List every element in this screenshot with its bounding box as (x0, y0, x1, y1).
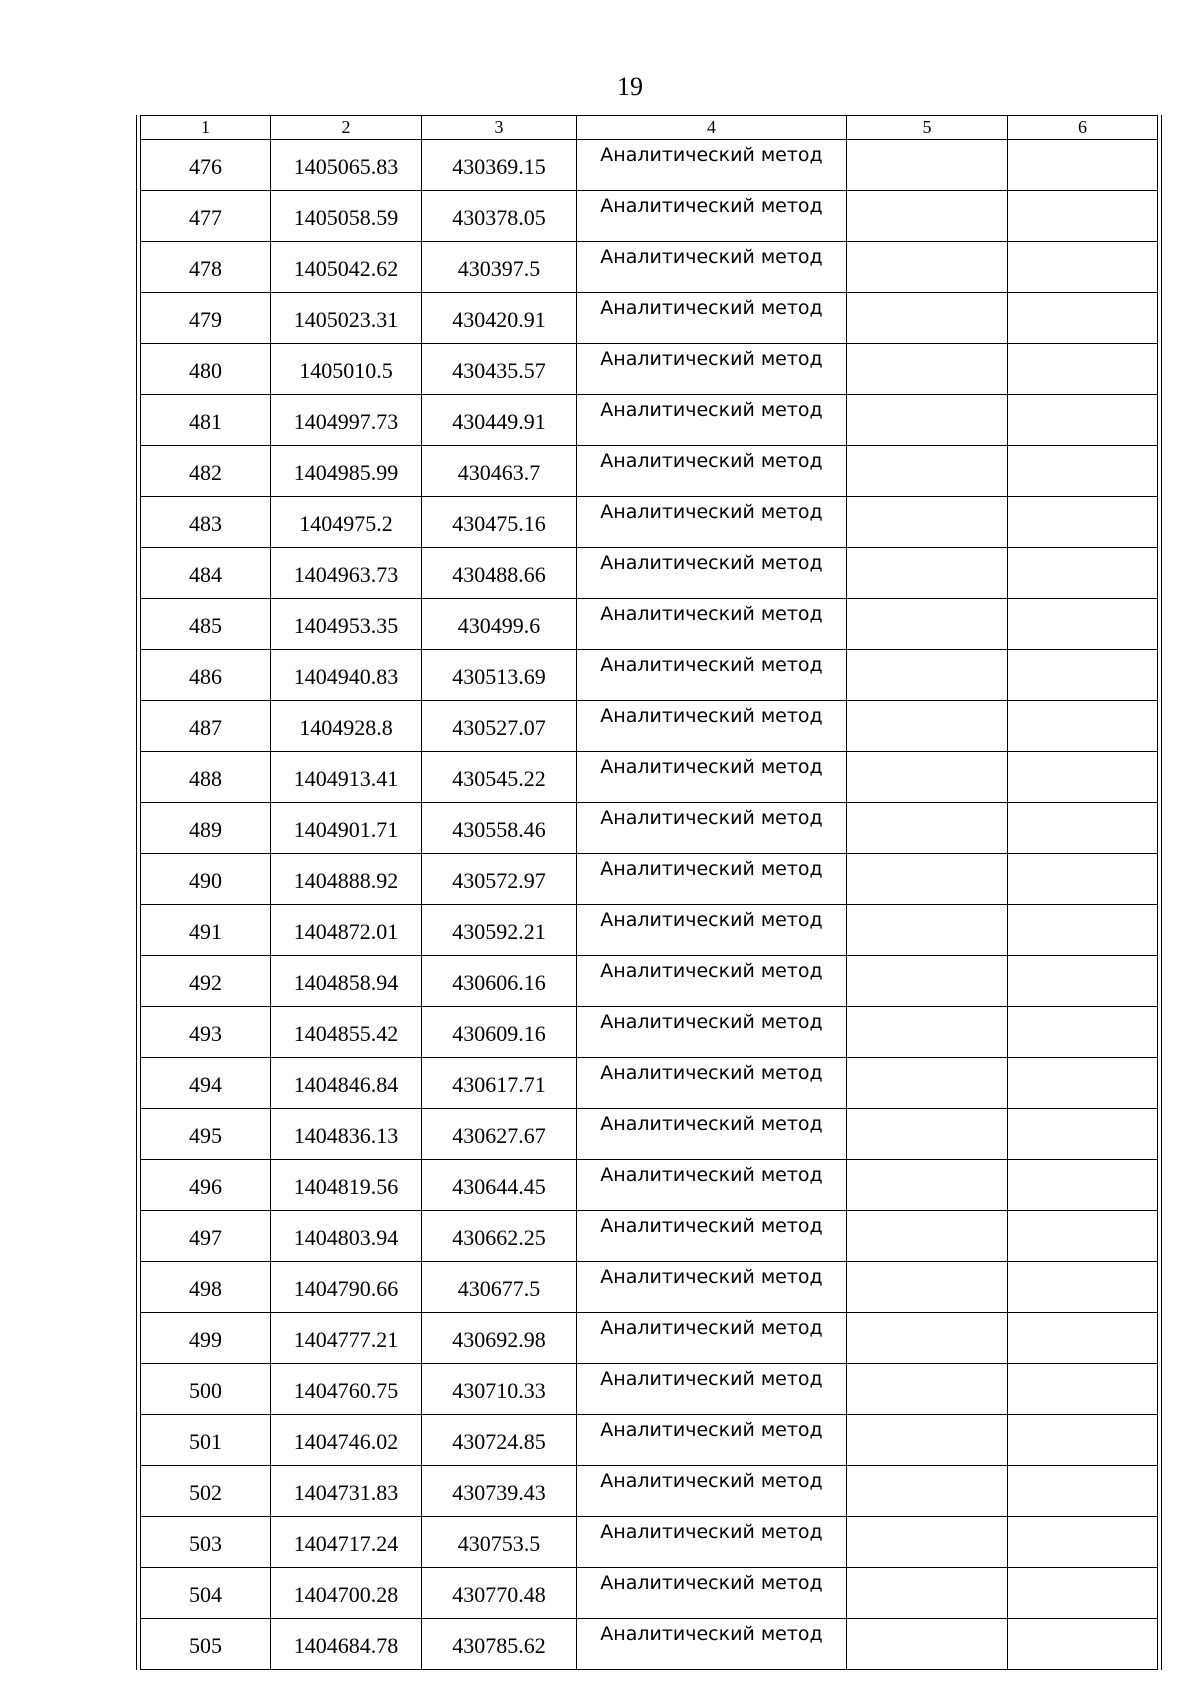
column-6-cell (1008, 1109, 1158, 1160)
column-6-cell (1008, 242, 1158, 293)
column-6-cell (1008, 1568, 1158, 1619)
y-coordinate-cell: 430785.62 (422, 1619, 577, 1670)
table-row (141, 344, 1158, 395)
x-coordinate-cell: 1405042.62 (271, 242, 422, 293)
column-5-cell (847, 1415, 1008, 1466)
y-coordinate-cell: 430558.46 (422, 803, 577, 854)
column-6-cell (1008, 1517, 1158, 1568)
y-coordinate-cell: 430677.5 (422, 1262, 577, 1313)
method-cell: Аналитический метод (577, 1466, 847, 1517)
column-6-cell (1008, 293, 1158, 344)
point-number-cell: 488 (141, 752, 271, 803)
column-6-cell (1008, 395, 1158, 446)
point-number-cell: 503 (141, 1517, 271, 1568)
point-number-cell: 477 (141, 191, 271, 242)
column-5-cell (847, 1517, 1008, 1568)
x-coordinate-cell: 1404836.13 (271, 1109, 422, 1160)
y-coordinate-cell: 430513.69 (422, 650, 577, 701)
point-number-cell: 493 (141, 1007, 271, 1058)
y-coordinate-cell: 430369.15 (422, 140, 577, 191)
column-5-cell (847, 1211, 1008, 1262)
column-6-cell (1008, 1364, 1158, 1415)
method-cell: Аналитический метод (577, 701, 847, 752)
point-number-cell: 505 (141, 1619, 271, 1670)
method-cell: Аналитический метод (577, 1568, 847, 1619)
table-row (141, 1619, 1158, 1670)
x-coordinate-cell: 1404940.83 (271, 650, 422, 701)
column-6-cell (1008, 1058, 1158, 1109)
column-5-cell (847, 293, 1008, 344)
column-6-cell (1008, 344, 1158, 395)
y-coordinate-cell: 430692.98 (422, 1313, 577, 1364)
x-coordinate-cell: 1404953.35 (271, 599, 422, 650)
x-coordinate-cell: 1404790.66 (271, 1262, 422, 1313)
y-coordinate-cell: 430724.85 (422, 1415, 577, 1466)
x-coordinate-cell: 1404963.73 (271, 548, 422, 599)
method-cell: Аналитический метод (577, 1517, 847, 1568)
table-row (141, 191, 1158, 242)
column-5-cell (847, 548, 1008, 599)
column-5-cell (847, 1007, 1008, 1058)
table-row (141, 905, 1158, 956)
table-row (141, 1262, 1158, 1313)
table-row (141, 548, 1158, 599)
x-coordinate-cell: 1404872.01 (271, 905, 422, 956)
method-cell: Аналитический метод (577, 1058, 847, 1109)
column-header-3: 3 (422, 116, 577, 140)
column-5-cell (847, 905, 1008, 956)
x-coordinate-cell: 1404819.56 (271, 1160, 422, 1211)
column-header-2: 2 (271, 116, 422, 140)
table-row (141, 293, 1158, 344)
method-cell: Аналитический метод (577, 905, 847, 956)
table-row (141, 242, 1158, 293)
table-row (141, 803, 1158, 854)
y-coordinate-cell: 430572.97 (422, 854, 577, 905)
column-6-cell (1008, 803, 1158, 854)
column-5-cell (847, 650, 1008, 701)
point-number-cell: 501 (141, 1415, 271, 1466)
column-6-cell (1008, 548, 1158, 599)
column-5-cell (847, 956, 1008, 1007)
y-coordinate-cell: 430710.33 (422, 1364, 577, 1415)
column-6-cell (1008, 1160, 1158, 1211)
y-coordinate-cell: 430606.16 (422, 956, 577, 1007)
column-6-cell (1008, 1007, 1158, 1058)
column-6-cell (1008, 956, 1158, 1007)
x-coordinate-cell: 1405065.83 (271, 140, 422, 191)
column-6-cell (1008, 1262, 1158, 1313)
column-header-1: 1 (141, 116, 271, 140)
column-5-cell (847, 803, 1008, 854)
point-number-cell: 497 (141, 1211, 271, 1262)
method-cell: Аналитический метод (577, 854, 847, 905)
x-coordinate-cell: 1404985.99 (271, 446, 422, 497)
column-5-cell (847, 1160, 1008, 1211)
column-6-cell (1008, 191, 1158, 242)
point-number-cell: 486 (141, 650, 271, 701)
column-5-cell (847, 1109, 1008, 1160)
point-number-cell: 494 (141, 1058, 271, 1109)
column-5-cell (847, 752, 1008, 803)
point-number-cell: 490 (141, 854, 271, 905)
x-coordinate-cell: 1404777.21 (271, 1313, 422, 1364)
table-row (141, 956, 1158, 1007)
y-coordinate-cell: 430499.6 (422, 599, 577, 650)
table-row (141, 1109, 1158, 1160)
column-5-cell (847, 1568, 1008, 1619)
point-number-cell: 479 (141, 293, 271, 344)
y-coordinate-cell: 430770.48 (422, 1568, 577, 1619)
method-cell: Аналитический метод (577, 344, 847, 395)
point-number-cell: 482 (141, 446, 271, 497)
method-cell: Аналитический метод (577, 548, 847, 599)
y-coordinate-cell: 430662.25 (422, 1211, 577, 1262)
column-5-cell (847, 1364, 1008, 1415)
column-6-cell (1008, 599, 1158, 650)
column-header-6: 6 (1008, 116, 1158, 140)
method-cell: Аналитический метод (577, 803, 847, 854)
point-number-cell: 489 (141, 803, 271, 854)
method-cell: Аналитический метод (577, 1262, 847, 1313)
column-6-cell (1008, 752, 1158, 803)
point-number-cell: 487 (141, 701, 271, 752)
table-row (141, 650, 1158, 701)
method-cell: Аналитический метод (577, 1364, 847, 1415)
table-row (141, 1211, 1158, 1262)
column-5-cell (847, 854, 1008, 905)
method-cell: Аналитический метод (577, 1313, 847, 1364)
point-number-cell: 478 (141, 242, 271, 293)
point-number-cell: 504 (141, 1568, 271, 1619)
coordinates-table (140, 115, 1158, 1670)
x-coordinate-cell: 1404731.83 (271, 1466, 422, 1517)
method-cell: Аналитический метод (577, 752, 847, 803)
x-coordinate-cell: 1405010.5 (271, 344, 422, 395)
point-number-cell: 502 (141, 1466, 271, 1517)
method-cell: Аналитический метод (577, 497, 847, 548)
column-5-cell (847, 1262, 1008, 1313)
method-cell: Аналитический метод (577, 599, 847, 650)
column-5-cell (847, 344, 1008, 395)
method-cell: Аналитический метод (577, 293, 847, 344)
column-5-cell (847, 242, 1008, 293)
column-5-cell (847, 1313, 1008, 1364)
table-row (141, 854, 1158, 905)
x-coordinate-cell: 1404997.73 (271, 395, 422, 446)
column-5-cell (847, 701, 1008, 752)
column-6-cell (1008, 1211, 1158, 1262)
method-cell: Аналитический метод (577, 446, 847, 497)
header-row (141, 116, 1158, 140)
column-6-cell (1008, 497, 1158, 548)
y-coordinate-cell: 430753.5 (422, 1517, 577, 1568)
x-coordinate-cell: 1404975.2 (271, 497, 422, 548)
y-coordinate-cell: 430617.71 (422, 1058, 577, 1109)
x-coordinate-cell: 1404928.8 (271, 701, 422, 752)
x-coordinate-cell: 1404803.94 (271, 1211, 422, 1262)
method-cell: Аналитический метод (577, 1211, 847, 1262)
table-row (141, 599, 1158, 650)
column-5-cell (847, 395, 1008, 446)
column-6-cell (1008, 905, 1158, 956)
column-5-cell (847, 191, 1008, 242)
column-6-cell (1008, 1619, 1158, 1670)
y-coordinate-cell: 430644.45 (422, 1160, 577, 1211)
x-coordinate-cell: 1405023.31 (271, 293, 422, 344)
y-coordinate-cell: 430475.16 (422, 497, 577, 548)
x-coordinate-cell: 1404855.42 (271, 1007, 422, 1058)
column-5-cell (847, 140, 1008, 191)
column-5-cell (847, 599, 1008, 650)
y-coordinate-cell: 430527.07 (422, 701, 577, 752)
table-row (141, 1517, 1158, 1568)
y-coordinate-cell: 430592.21 (422, 905, 577, 956)
point-number-cell: 491 (141, 905, 271, 956)
point-number-cell: 492 (141, 956, 271, 1007)
point-number-cell: 498 (141, 1262, 271, 1313)
point-number-cell: 484 (141, 548, 271, 599)
column-5-cell (847, 446, 1008, 497)
y-coordinate-cell: 430435.57 (422, 344, 577, 395)
point-number-cell: 500 (141, 1364, 271, 1415)
point-number-cell: 481 (141, 395, 271, 446)
x-coordinate-cell: 1404846.84 (271, 1058, 422, 1109)
table-row (141, 1466, 1158, 1517)
table-row (141, 1415, 1158, 1466)
column-5-cell (847, 1058, 1008, 1109)
column-6-cell (1008, 701, 1158, 752)
x-coordinate-cell: 1404901.71 (271, 803, 422, 854)
table-row (141, 1364, 1158, 1415)
x-coordinate-cell: 1404888.92 (271, 854, 422, 905)
column-6-cell (1008, 446, 1158, 497)
x-coordinate-cell: 1404760.75 (271, 1364, 422, 1415)
table-row (141, 395, 1158, 446)
y-coordinate-cell: 430488.66 (422, 548, 577, 599)
column-header-5: 5 (847, 116, 1008, 140)
y-coordinate-cell: 430609.16 (422, 1007, 577, 1058)
column-6-cell (1008, 1313, 1158, 1364)
method-cell: Аналитический метод (577, 242, 847, 293)
column-6-cell (1008, 854, 1158, 905)
table-row (141, 1568, 1158, 1619)
method-cell: Аналитический метод (577, 191, 847, 242)
y-coordinate-cell: 430545.22 (422, 752, 577, 803)
method-cell: Аналитический метод (577, 395, 847, 446)
method-cell: Аналитический метод (577, 1619, 847, 1670)
y-coordinate-cell: 430739.43 (422, 1466, 577, 1517)
table-row (141, 1313, 1158, 1364)
method-cell: Аналитический метод (577, 140, 847, 191)
coordinates-table-frame (136, 115, 1162, 1670)
column-5-cell (847, 497, 1008, 548)
table-row (141, 446, 1158, 497)
column-6-cell (1008, 140, 1158, 191)
column-6-cell (1008, 1466, 1158, 1517)
column-6-cell (1008, 1415, 1158, 1466)
x-coordinate-cell: 1404746.02 (271, 1415, 422, 1466)
table-row (141, 1058, 1158, 1109)
column-5-cell (847, 1619, 1008, 1670)
x-coordinate-cell: 1404858.94 (271, 956, 422, 1007)
table-row (141, 497, 1158, 548)
table-row (141, 1160, 1158, 1211)
method-cell: Аналитический метод (577, 1007, 847, 1058)
x-coordinate-cell: 1404717.24 (271, 1517, 422, 1568)
point-number-cell: 495 (141, 1109, 271, 1160)
y-coordinate-cell: 430449.91 (422, 395, 577, 446)
method-cell: Аналитический метод (577, 1109, 847, 1160)
y-coordinate-cell: 430420.91 (422, 293, 577, 344)
method-cell: Аналитический метод (577, 1415, 847, 1466)
point-number-cell: 483 (141, 497, 271, 548)
column-5-cell (847, 1466, 1008, 1517)
point-number-cell: 499 (141, 1313, 271, 1364)
y-coordinate-cell: 430463.7 (422, 446, 577, 497)
method-cell: Аналитический метод (577, 650, 847, 701)
column-6-cell (1008, 650, 1158, 701)
y-coordinate-cell: 430397.5 (422, 242, 577, 293)
point-number-cell: 496 (141, 1160, 271, 1211)
method-cell: Аналитический метод (577, 956, 847, 1007)
x-coordinate-cell: 1404700.28 (271, 1568, 422, 1619)
x-coordinate-cell: 1404913.41 (271, 752, 422, 803)
table-row (141, 752, 1158, 803)
table-row (141, 701, 1158, 752)
page-number: 19 (617, 72, 643, 101)
y-coordinate-cell: 430378.05 (422, 191, 577, 242)
x-coordinate-cell: 1405058.59 (271, 191, 422, 242)
point-number-cell: 480 (141, 344, 271, 395)
column-header-4: 4 (577, 116, 847, 140)
table-row (141, 140, 1158, 191)
point-number-cell: 485 (141, 599, 271, 650)
method-cell: Аналитический метод (577, 1160, 847, 1211)
table-row (141, 1007, 1158, 1058)
x-coordinate-cell: 1404684.78 (271, 1619, 422, 1670)
point-number-cell: 476 (141, 140, 271, 191)
y-coordinate-cell: 430627.67 (422, 1109, 577, 1160)
